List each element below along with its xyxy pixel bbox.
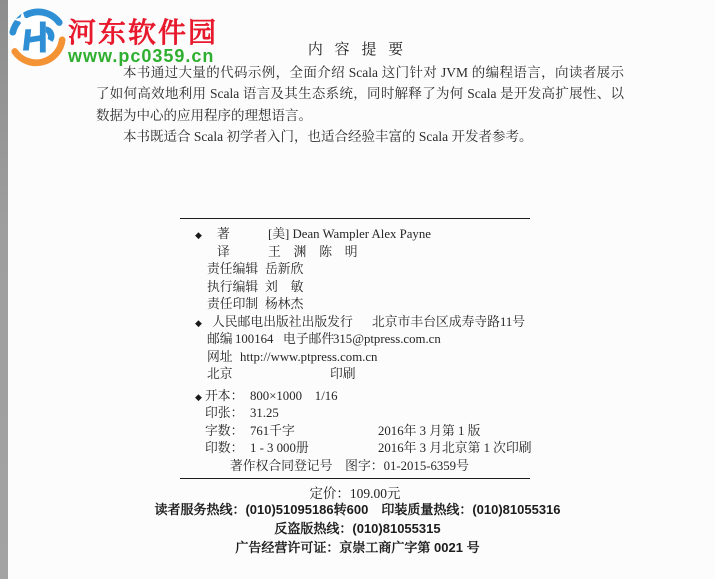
colophon-row-exec-editor [180,279,530,297]
colophon-row-format [180,388,530,406]
abstract-block [96,62,624,148]
row-label: 开本： [205,388,244,403]
abstract-paragraph: 本书通过大量的代码示例，全面介绍 Scala 这门针对 JVM 的编程语言，向读者展示了如何高效地利用 Scala 语言及其生态系统，同时解释了为何 Scala 是开发高扩展性、以数据为中心的应用程序的理想语言。 [96,65,624,123]
colophon-row-author [180,226,530,244]
abstract-paragraph: 本书既适合 Scala 初学者入门，也适合经验丰富的 Scala 开发者参考。 [123,129,533,145]
row-label: 邮编 [207,332,233,346]
row-value: 王 渊 陈 明 [268,244,358,259]
colophon-row-print-location [180,366,530,384]
row-label: 网址 [207,349,233,364]
row-value: 杨林杰 [265,297,304,311]
site-name: 河东软件园 [68,17,219,48]
page-title: 内 容 提 要 [307,42,408,58]
row-label: 责任印制 [207,297,259,311]
row-label: 字数： [205,423,244,438]
colophon-row-translator [180,244,530,262]
row-value: [美] Dean Wampler Alex Payne [268,227,431,241]
row-value: 31.25 [250,406,279,420]
row-value: 印刷 [330,367,356,381]
row-label: 人民邮电出版社出版发行 [212,314,353,329]
colophon-row-website [180,349,530,367]
registration-number: 著作权合同登记号 图字：01-2015-6359号 [230,458,469,473]
colophon-row-printrun-printing [180,440,530,458]
row-label: 译 [217,244,230,259]
row-value: 761千字 [250,423,295,438]
price-line: 定价：109.00元 [309,486,401,501]
row-value2: 315@ptpress.com.cn [333,332,441,346]
site-logo-icon [8,5,66,69]
row-value: 800×1000 1/16 [250,388,338,403]
row-label: 责任编辑 [207,262,259,276]
row-label: 北京 [207,367,233,381]
row-label: 执行编辑 [207,279,259,294]
row-value: http://www.ptpress.com.cn [240,349,378,364]
hotline-line1: 读者服务热线：(010)51095186转600 印装质量热线：(010)81055316 [154,502,561,517]
row-label: 印张： [205,406,244,420]
colophon-row-wordcount-edition [180,423,530,441]
scan-edge-strip [0,0,8,579]
row-label2: 电子邮件 [283,332,335,346]
row-edition: 2016年 3 月第 1 版 [378,423,481,438]
row-label: 印数： [205,441,244,455]
colophon-row-registration [180,458,530,476]
colophon-row-publisher [180,314,530,332]
row-value: 北京市丰台区成寿寺路11号 [372,314,526,329]
colophon-row-print-supervisor [180,296,530,314]
row-value: 岳新欣 [265,262,304,276]
diamond-bullet-icon: ◆ [195,230,202,240]
row-value: 刘 敏 [265,279,304,294]
ad-license-line: 广告经营许可证：京崇工商广字第 0021 号 [235,540,480,555]
row-value: 100164 [235,332,274,346]
row-value: 1 - 3 000册 [250,441,309,455]
colophon-row-sheets [180,405,530,423]
row-printing: 2016年 3 月北京第 1 次印刷 [378,441,532,455]
colophon-row-editor [180,261,530,279]
footer-hotlines [0,500,715,557]
hotline-line2: 反盗版热线：(010)81055315 [274,521,441,536]
colophon-row-postcode-email [180,331,530,349]
site-url: www.pc0359.cn [68,46,215,66]
row-label: 著 [217,227,230,241]
colophon-block [180,218,530,479]
diamond-bullet-icon: ◆ [195,317,202,328]
diamond-bullet-icon: ◆ [195,391,202,402]
